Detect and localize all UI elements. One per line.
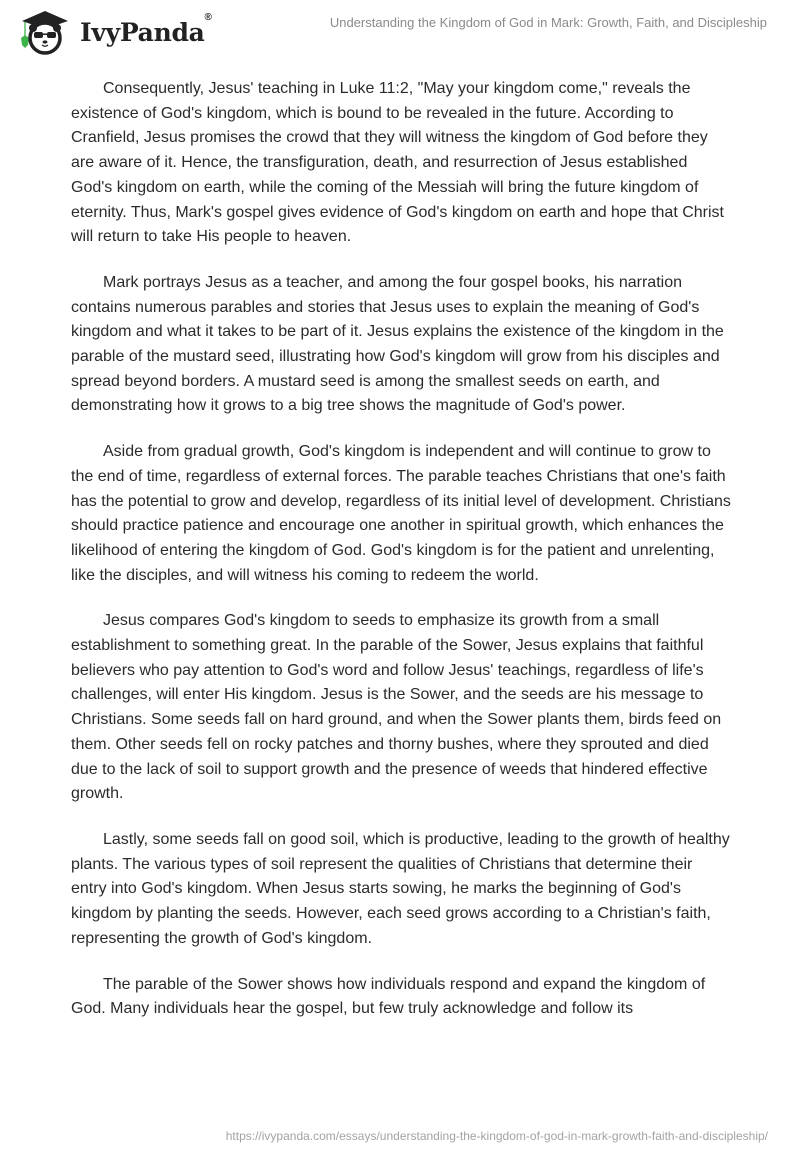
paragraph-4: Jesus compares God's kingdom to seeds to emphasize its growth from a small establishment to something great. In the parable of the Sower, Jesus explains that faithful believers who pay attention to God's word and follow Jesus' teachings, regardless of life's challenges, will enter His kingdom. Jesus is the Sower, and the seeds are his message to Christians. Some seeds fall on hard ground, and when the Sower plants them, birds feed on them. Other seeds fell on rocky patches and thorny bushes, where they sprouted and died due to the lack of soil to support growth and the presence of weeds that hindered effective growth. bbox=[71, 612, 722, 803]
page-header bbox=[0, 0, 800, 60]
graduation-panda-icon bbox=[16, 8, 74, 56]
ivypanda-logo[interactable] bbox=[16, 8, 212, 56]
brand-name: IvyPanda® bbox=[80, 11, 212, 47]
source-url-link[interactable]: https://ivypanda.com/essays/understanding-the-kingdom-of-god-in-mark-growth-faith-and-discipleship/ bbox=[225, 1129, 768, 1143]
essay-body bbox=[71, 77, 731, 1043]
registered-mark: ® bbox=[204, 11, 212, 23]
paragraph-2: Mark portrays Jesus as a teacher, and among the four gospel books, his narration contains numerous parables and stories that Jesus uses to explain the meaning of God's kingdom and what it takes to be part of it. Jesus explains the existence of the kingdom in the parable of the mustard seed, illustrating how God's kingdom will grow from his disciples and spread beyond borders. A mustard seed is among the smallest seeds on earth, and demonstrating how it grows to a big tree shows the magnitude of God's power. bbox=[71, 273, 724, 415]
paragraph-6: The parable of the Sower shows how individuals respond and expand the kingdom of God. Many individuals hear the gospel, but few truly acknowledge and follow its bbox=[71, 975, 706, 1018]
paragraph-1: Consequently, Jesus' teaching in Luke 11:2, "May your kingdom come," reveals the existence of God's kingdom, which is bound to be revealed in the future. According to Cranfield, Jesus promises the crowd that they will witness the kingdom of God before they are aware of it. Hence, the transfiguration, death, and resurrection of Jesus established God's kingdom on earth, while the coming of the Messiah will bring the future kingdom of eternity. Thus, Mark's gospel gives evidence of God's kingdom on earth and hope that Christ will return to take His people to heaven. bbox=[71, 80, 724, 246]
paragraph-5: Lastly, some seeds fall on good soil, which is productive, leading to the growth of healthy plants. The various types of soil represent the qualities of Christians that determine their entry into God's kingdom. When Jesus starts sowing, he marks the beginning of God's kingdom by planting the seeds. However, each seed grows according to a Christian's faith, representing the growth of God's kingdom. bbox=[71, 830, 730, 947]
paragraph-3: Aside from gradual growth, God's kingdom is independent and will continue to grow to the end of time, regardless of external forces. The parable teaches Christians that one's faith has the potential to grow and develop, regardless of its initial level of development. Christians should practice patience and encourage one another in spiritual growth, which enhances the likelihood of entering the kingdom of God. God's kingdom is for the patient and unrelenting, like the disciples, and will witness his coming to redeem the world. bbox=[71, 443, 731, 584]
document-title: Understanding the Kingdom of God in Mark: Growth, Faith, and Discipleship bbox=[329, 15, 767, 30]
